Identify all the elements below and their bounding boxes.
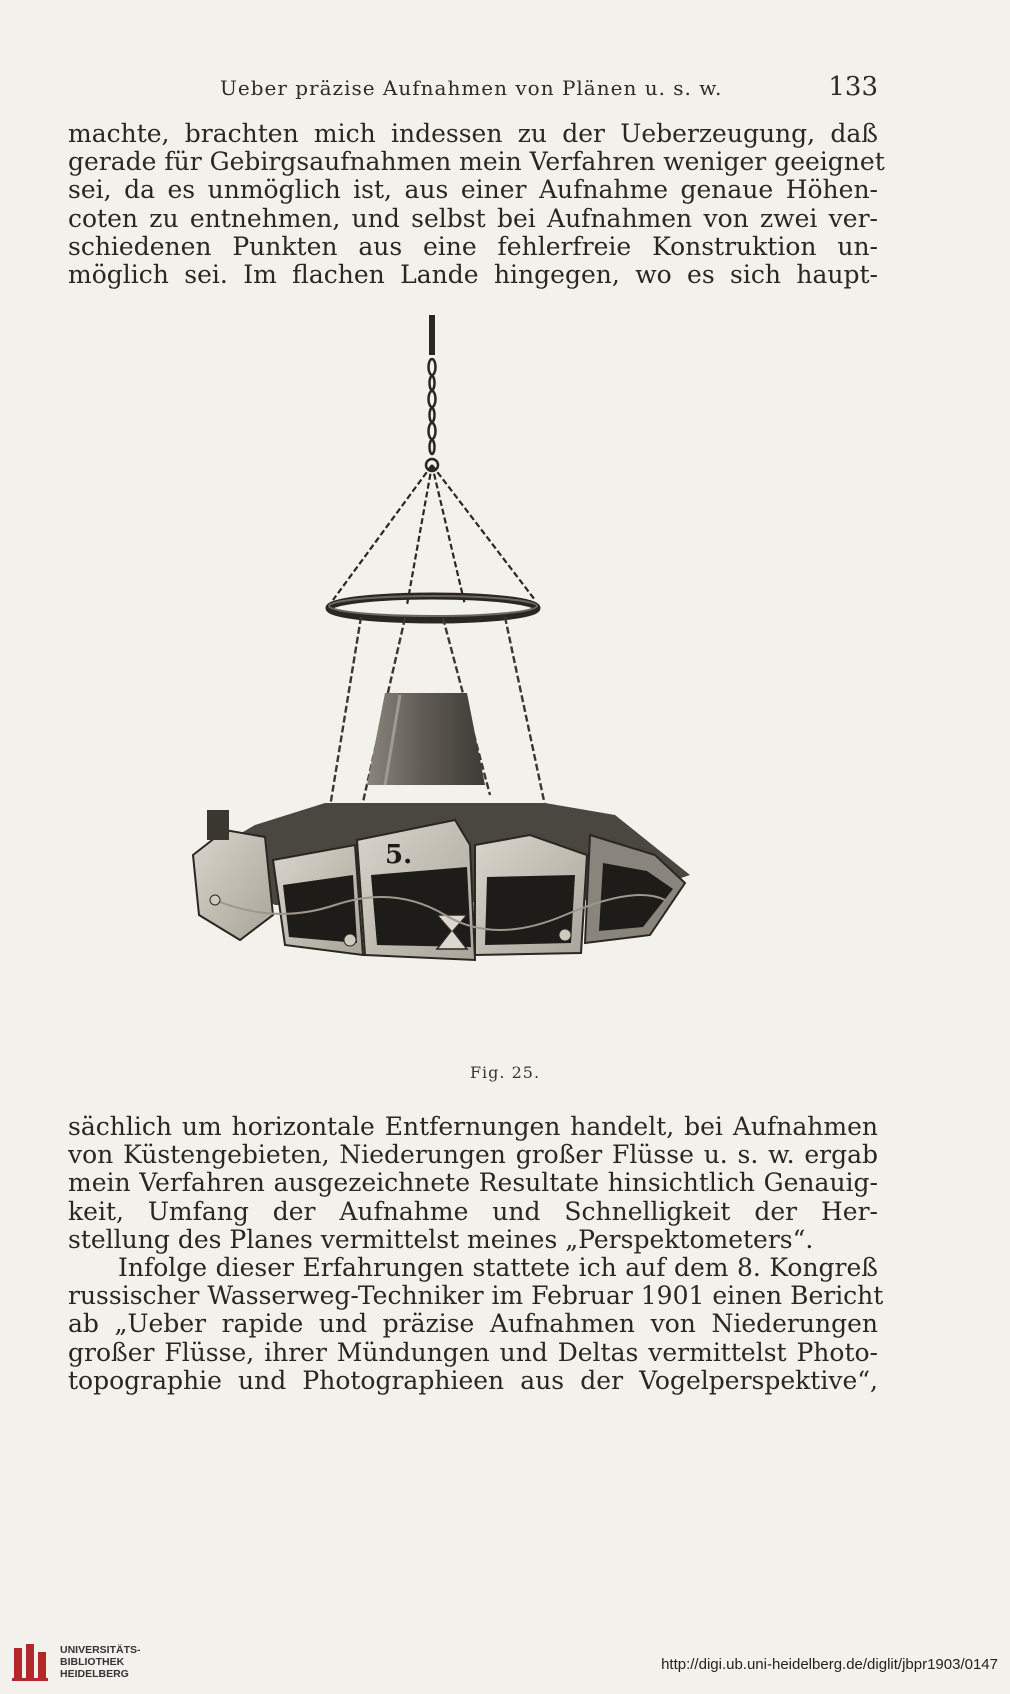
side-camera-left xyxy=(193,830,273,940)
text-line: sei, da es unmöglich ist, aus einer Aufnahme genaue Höhen- xyxy=(68,175,878,205)
library-logo-icon xyxy=(10,1642,52,1682)
suspension-chains xyxy=(333,465,535,605)
running-head: Ueber präzise Aufnahmen von Plänen u. s. w. xyxy=(220,76,723,100)
camera-apparatus-illustration xyxy=(185,315,745,1035)
page-header xyxy=(70,70,878,106)
paragraph-bottom xyxy=(68,1112,884,1395)
paragraph-top xyxy=(68,119,885,290)
hanging-rod xyxy=(429,315,435,355)
text-line: russischer Wasserweg-Techniker im Februar 1901 einen Bericht xyxy=(68,1281,884,1311)
text-line: möglich sei. Im flachen Lande hingegen, wo es sich haupt- xyxy=(68,260,878,290)
text-line: großer Flüsse, ihrer Mündungen und Deltas vermittelst Photo- xyxy=(68,1337,878,1367)
text-line: topographie und Photographieen aus der Vogelperspektive“, xyxy=(68,1365,878,1395)
text-line: von Küstengebieten, Niederungen großer Flüsse u. s. w. ergab xyxy=(68,1140,878,1170)
text-line: stellung des Planes vermittelst meines „Perspektometers“. xyxy=(68,1224,814,1254)
text-line: schiedenen Punkten aus eine fehlerfreie Konstruktion un- xyxy=(68,231,878,261)
page-number: 133 xyxy=(828,72,878,102)
library-logo[interactable] xyxy=(10,1638,190,1686)
text-line: sächlich um horizontale Entfernungen handelt, bei Aufnahmen xyxy=(68,1112,878,1141)
figure-caption: Fig. 25. xyxy=(469,1063,541,1082)
text-line: keit, Umfang der Aufnahme und Schnelligkeit der Her- xyxy=(68,1196,878,1226)
text-line: machte, brachten mich indessen zu der Ueberzeugung, daß xyxy=(68,119,878,148)
center-chain xyxy=(426,359,438,471)
text-line: coten zu entnehmen, und selbst bei Aufnahmen von zwei ver- xyxy=(68,203,878,233)
text-line: gerade für Gebirgsaufnahmen mein Verfahren weniger geeignet xyxy=(68,147,885,177)
plate-number: 5. xyxy=(385,840,413,870)
figure-camera-apparatus xyxy=(185,315,745,1035)
text-line: ab „Ueber rapide und präzise Aufnahmen von Niederungen xyxy=(68,1309,878,1339)
source-url-link[interactable]: http://digi.ub.uni-heidelberg.de/diglit/jbpr1903/0147 xyxy=(661,1656,998,1673)
camera-hood xyxy=(367,693,485,785)
text-line: Infolge dieser Erfahrungen stattete ich auf dem 8. Kongreß xyxy=(118,1253,878,1283)
library-logo-text: UNIVERSITÄTS- BIBLIOTHEK HEIDELBERG xyxy=(60,1644,141,1680)
text-line: mein Verfahren ausgezeichnete Resultate hinsichtlich Genauig- xyxy=(68,1168,878,1198)
